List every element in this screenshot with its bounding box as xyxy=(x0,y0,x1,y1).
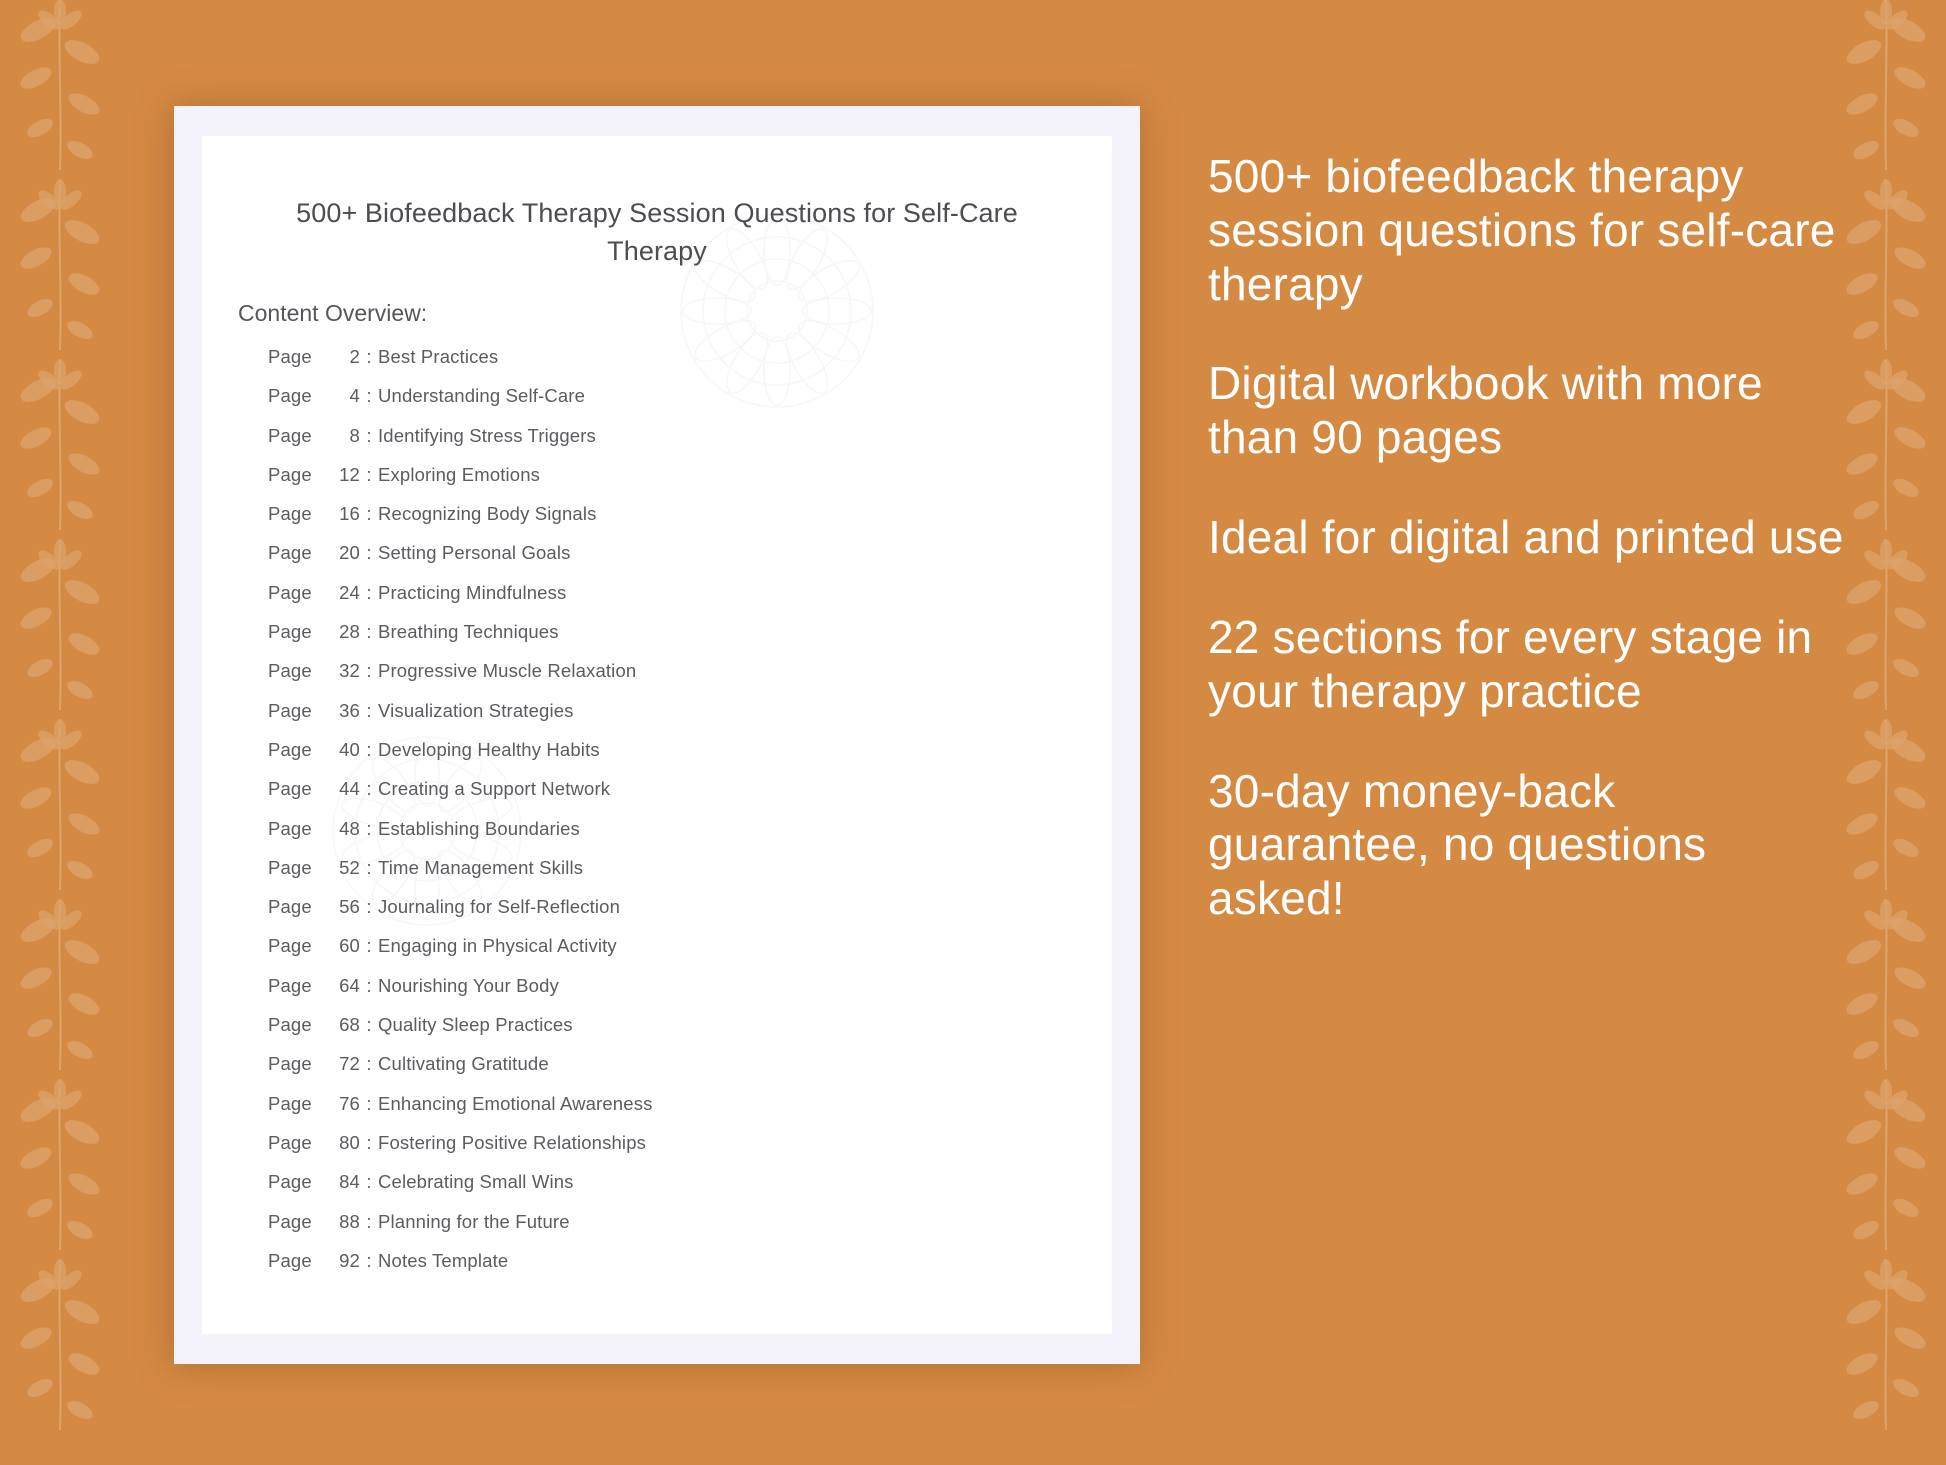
toc-page-number: 76 xyxy=(339,1092,360,1114)
toc-row xyxy=(268,660,1068,699)
toc-colon: : xyxy=(366,1092,372,1114)
marketing-bullet: 30-day money-back guarantee, no questions asked! xyxy=(1208,764,1707,925)
toc-colon: : xyxy=(366,385,372,407)
toc-page-number: 24 xyxy=(339,581,360,603)
toc-colon: : xyxy=(366,935,372,957)
toc-page-word: Page xyxy=(268,856,312,878)
marketing-bullet: 22 sections for every stage in your therapy practice xyxy=(1208,610,1813,717)
toc-page-number: 92 xyxy=(339,1249,360,1271)
marketing-bullet: 500+ biofeedback therapy session questions for self-care therapy xyxy=(1208,150,1836,310)
toc-page-word: Page xyxy=(268,1092,312,1114)
toc-page-number: 40 xyxy=(339,738,360,760)
toc-page-number: 36 xyxy=(339,699,360,721)
toc-section-title: Cultivating Gratitude xyxy=(378,1053,549,1075)
marketing-bullet: Digital workbook with more than 90 pages xyxy=(1208,357,1763,464)
toc-page-number: 16 xyxy=(339,503,360,525)
toc-row xyxy=(268,503,1068,542)
toc-colon: : xyxy=(366,503,372,525)
toc-page-number: 68 xyxy=(339,1014,360,1036)
toc-colon: : xyxy=(366,896,372,918)
toc-section-title: Notes Template xyxy=(378,1249,509,1271)
toc-page-word: Page xyxy=(268,424,312,446)
toc-section-title: Planning for the Future xyxy=(378,1210,570,1232)
toc-row xyxy=(268,1132,1068,1171)
toc-page-word: Page xyxy=(268,621,312,643)
toc-row xyxy=(268,818,1068,857)
toc-colon: : xyxy=(366,856,372,878)
toc-page-number: 48 xyxy=(339,817,360,839)
toc-colon: : xyxy=(366,738,372,760)
toc-section-title: Visualization Strategies xyxy=(378,699,574,721)
toc-section-title: Developing Healthy Habits xyxy=(378,738,600,760)
toc-section-title: Recognizing Body Signals xyxy=(378,503,597,525)
toc-row xyxy=(268,1053,1068,1092)
toc-row xyxy=(268,700,1068,739)
toc-row xyxy=(268,739,1068,778)
toc-colon: : xyxy=(366,621,372,643)
toc-section-title: Enhancing Emotional Awareness xyxy=(378,1092,653,1114)
toc-colon: : xyxy=(366,699,372,721)
toc-row xyxy=(268,1171,1068,1210)
toc-page-word: Page xyxy=(268,1171,312,1193)
toc-page-number: 88 xyxy=(339,1210,360,1232)
toc-row xyxy=(268,778,1068,817)
toc-colon: : xyxy=(366,424,372,446)
toc-colon: : xyxy=(366,1210,372,1232)
toc-page-number: 64 xyxy=(339,974,360,996)
toc-section-title: Quality Sleep Practices xyxy=(378,1014,573,1036)
document-content-area xyxy=(202,136,1112,1334)
toc-page-word: Page xyxy=(268,699,312,721)
toc-row xyxy=(268,1250,1068,1289)
toc-page-number: 72 xyxy=(339,1053,360,1075)
toc-page-word: Page xyxy=(268,1014,312,1036)
toc-colon: : xyxy=(366,581,372,603)
toc-section-title: Fostering Positive Relationships xyxy=(378,1131,647,1153)
toc-section-title: Establishing Boundaries xyxy=(378,817,580,839)
toc-section-title: Exploring Emotions xyxy=(378,463,541,485)
toc-page-word: Page xyxy=(268,542,312,564)
toc-colon: : xyxy=(366,542,372,564)
toc-row xyxy=(268,1093,1068,1132)
toc-page-number: 12 xyxy=(339,463,360,485)
toc-colon: : xyxy=(366,346,372,367)
toc-row xyxy=(268,385,1068,424)
toc-colon: : xyxy=(366,463,372,485)
toc-page-word: Page xyxy=(268,738,312,760)
toc-section-title: Nourishing Your Body xyxy=(378,974,559,996)
toc-page-number: 84 xyxy=(339,1171,360,1193)
toc-page-number: 60 xyxy=(339,935,360,957)
toc-row xyxy=(268,857,1068,896)
toc-section-title: Progressive Muscle Relaxation xyxy=(378,660,637,682)
toc-row xyxy=(268,464,1068,503)
toc-section-title: Journaling for Self-Reflection xyxy=(378,896,621,918)
toc-page-word: Page xyxy=(268,660,312,682)
toc-section-title: Understanding Self-Care xyxy=(378,385,586,407)
toc-page-number: 52 xyxy=(339,856,360,878)
toc-page-number: 4 xyxy=(349,385,360,407)
toc-page-number: 32 xyxy=(339,660,360,682)
toc-page-number: 28 xyxy=(339,621,360,643)
document-page xyxy=(174,106,1140,1364)
toc-row xyxy=(268,582,1068,621)
toc-section-title: Engaging in Physical Activity xyxy=(378,935,617,957)
toc-page-word: Page xyxy=(268,935,312,957)
marketing-bullet: Ideal for digital and printed use xyxy=(1208,511,1844,564)
toc-row xyxy=(268,346,1068,385)
toc-page-word: Page xyxy=(268,1131,312,1153)
toc-page-number: 80 xyxy=(339,1131,360,1153)
toc-row xyxy=(268,975,1068,1014)
toc-page-number: 56 xyxy=(339,896,360,918)
toc-colon: : xyxy=(366,1171,372,1193)
toc-colon: : xyxy=(366,1053,372,1075)
toc-page-word: Page xyxy=(268,1249,312,1271)
toc-page-number: 20 xyxy=(339,542,360,564)
toc-page-word: Page xyxy=(268,1210,312,1232)
toc-section-title: Practicing Mindfulness xyxy=(378,581,567,603)
toc-colon: : xyxy=(366,1131,372,1153)
toc-row xyxy=(268,542,1068,581)
floral-border-left-icon xyxy=(0,0,120,1460)
toc-section-title: Identifying Stress Triggers xyxy=(378,424,596,446)
toc-row xyxy=(268,935,1068,974)
toc-page-word: Page xyxy=(268,817,312,839)
toc-colon: : xyxy=(366,974,372,996)
toc-page-word: Page xyxy=(268,385,312,407)
document-title: 500+ Biofeedback Therapy Session Questions for Self-Care Therapy xyxy=(296,198,1018,267)
toc-colon: : xyxy=(366,1014,372,1036)
toc-section-title: Celebrating Small Wins xyxy=(378,1171,574,1193)
toc-colon: : xyxy=(366,778,372,800)
toc-page-number: 2 xyxy=(349,346,360,367)
toc-page-word: Page xyxy=(268,581,312,603)
toc-colon: : xyxy=(366,817,372,839)
toc-page-word: Page xyxy=(268,503,312,525)
toc-page-word: Page xyxy=(268,346,312,367)
toc-row xyxy=(268,1211,1068,1250)
toc-row xyxy=(268,621,1068,660)
toc-section-title: Time Management Skills xyxy=(378,856,584,878)
toc-page-number: 44 xyxy=(339,778,360,800)
toc-page-word: Page xyxy=(268,463,312,485)
toc-page-word: Page xyxy=(268,1053,312,1075)
toc-page-word: Page xyxy=(268,974,312,996)
toc-page-word: Page xyxy=(268,896,312,918)
toc-row xyxy=(268,425,1068,464)
toc-row xyxy=(268,1014,1068,1053)
table-of-contents xyxy=(268,346,1068,1289)
toc-section-title: Breathing Techniques xyxy=(378,621,559,643)
toc-page-number: 8 xyxy=(349,424,360,446)
toc-colon: : xyxy=(366,660,372,682)
toc-section-title: Best Practices xyxy=(378,346,499,367)
toc-section-title: Creating a Support Network xyxy=(378,778,611,800)
toc-colon: : xyxy=(366,1249,372,1271)
toc-row xyxy=(268,896,1068,935)
toc-page-word: Page xyxy=(268,778,312,800)
content-overview-label: Content Overview: xyxy=(238,300,428,326)
toc-section-title: Setting Personal Goals xyxy=(378,542,571,564)
marketing-bullets xyxy=(1208,150,1848,972)
